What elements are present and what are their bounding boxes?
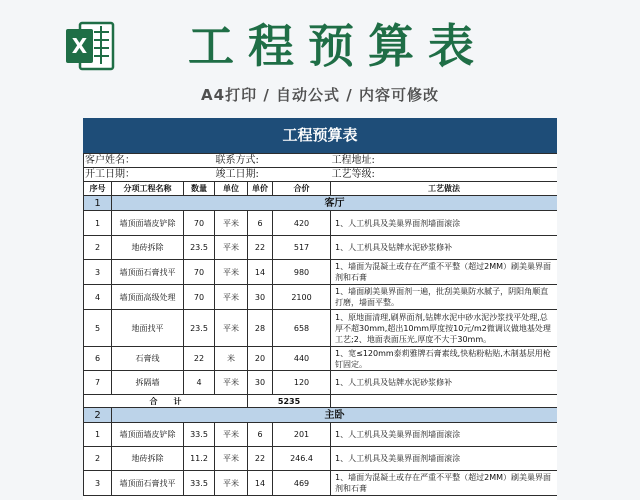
row-total[interactable]: 980: [273, 260, 331, 285]
table-row: [84, 236, 558, 260]
section-no: 2: [84, 408, 112, 423]
row-item[interactable]: 墙顶面高级处理: [112, 285, 184, 310]
row-total[interactable]: 120: [273, 371, 331, 395]
column-header-row: [84, 182, 558, 196]
row-qty[interactable]: 70: [184, 260, 215, 285]
row-price[interactable]: 20: [248, 347, 273, 371]
col-header-total: 合价: [273, 182, 331, 196]
page-subtitle: A4打印 / 自动公式 / 内容可修改: [201, 86, 439, 104]
row-method[interactable]: 1、人工机具及钻牌水泥砂浆修补: [331, 371, 557, 395]
row-unit[interactable]: 平米: [215, 471, 248, 496]
row-method[interactable]: 1、墙面为混凝土或存在严重不平整（超过2MM）刷美巢界面剂和石膏: [331, 471, 557, 496]
table-row: [84, 211, 558, 236]
row-unit[interactable]: 平米: [215, 371, 248, 395]
row-qty[interactable]: 33.5: [184, 471, 215, 496]
row-unit[interactable]: 米: [215, 347, 248, 371]
table-row: [84, 347, 558, 371]
col-header-price: 单价: [248, 182, 273, 196]
address-label[interactable]: 工程地址:: [331, 154, 557, 168]
row-total[interactable]: 469: [273, 471, 331, 496]
row-qty[interactable]: 23.5: [184, 310, 215, 347]
row-unit[interactable]: 平米: [215, 211, 248, 236]
row-method[interactable]: 1、人工机具及美巢界面剂墙面滚涂: [331, 423, 557, 447]
row-no[interactable]: 3: [84, 471, 112, 496]
level-label[interactable]: 工艺等级:: [331, 168, 557, 182]
row-item[interactable]: 地面找平: [112, 310, 184, 347]
row-price[interactable]: 14: [248, 471, 273, 496]
row-no[interactable]: 6: [84, 347, 112, 371]
row-qty[interactable]: 4: [184, 371, 215, 395]
end-date-label[interactable]: 竣工日期:: [215, 168, 331, 182]
row-item[interactable]: 石膏线: [112, 347, 184, 371]
row-no[interactable]: 1: [84, 211, 112, 236]
budget-table: [83, 153, 557, 496]
row-unit[interactable]: 平米: [215, 423, 248, 447]
row-unit[interactable]: 平米: [215, 447, 248, 471]
row-item[interactable]: 拆隔墙: [112, 371, 184, 395]
row-item[interactable]: 墙顶面墙皮铲除: [112, 211, 184, 236]
row-qty[interactable]: 11.2: [184, 447, 215, 471]
row-price[interactable]: 30: [248, 371, 273, 395]
row-method[interactable]: 1、原地面清理,刷界面剂,钻牌水泥中砂水泥沙浆找平处理,总厚不超30mm,超出10mm厚度按10元/m2微调议做地基处理工艺;2、地面表面压光,厚度不大于30mm。: [331, 310, 557, 347]
table-row: [84, 310, 558, 347]
total-blank: [331, 395, 557, 408]
col-header-no: 序号: [84, 182, 112, 196]
row-qty[interactable]: 33.5: [184, 423, 215, 447]
section-row-master-bedroom: [84, 408, 558, 423]
excel-logo-letter: X: [71, 34, 88, 58]
budget-sheet: [83, 118, 557, 500]
table-row: [84, 285, 558, 310]
row-price[interactable]: 6: [248, 211, 273, 236]
row-price[interactable]: 28: [248, 310, 273, 347]
col-header-qty: 数量: [184, 182, 215, 196]
row-no[interactable]: 3: [84, 260, 112, 285]
row-item[interactable]: 地砖拆除: [112, 447, 184, 471]
section-name: 客厅: [112, 196, 558, 211]
row-no[interactable]: 2: [84, 236, 112, 260]
row-item[interactable]: 墙顶面石膏找平: [112, 471, 184, 496]
info-row-dates: [84, 168, 558, 182]
col-header-item: 分项工程名称: [112, 182, 184, 196]
row-unit[interactable]: 平米: [215, 310, 248, 347]
row-total[interactable]: 420: [273, 211, 331, 236]
row-total[interactable]: 440: [273, 347, 331, 371]
row-price[interactable]: 22: [248, 236, 273, 260]
excel-icon: [64, 20, 116, 72]
total-value[interactable]: 5235: [248, 395, 331, 408]
row-unit[interactable]: 平米: [215, 285, 248, 310]
row-total[interactable]: 517: [273, 236, 331, 260]
table-row: [84, 371, 558, 395]
row-no[interactable]: 4: [84, 285, 112, 310]
row-method[interactable]: 1、人工机具及钻牌水泥砂浆修补: [331, 236, 557, 260]
row-total[interactable]: 246.4: [273, 447, 331, 471]
row-unit[interactable]: 平米: [215, 236, 248, 260]
col-header-unit: 单位: [215, 182, 248, 196]
row-method[interactable]: 1、人工机具及美巢界面剂墙面滚涂: [331, 211, 557, 236]
row-price[interactable]: 6: [248, 423, 273, 447]
page-header: [0, 0, 640, 118]
row-method[interactable]: 1、宽≤120mm泰莉雅牌石膏素线,快粘粉粘贴,木制基层用枪钉固定。: [331, 347, 557, 371]
row-qty[interactable]: 70: [184, 211, 215, 236]
row-total[interactable]: 2100: [273, 285, 331, 310]
section-total-row: [84, 395, 558, 408]
start-date-label[interactable]: 开工日期：: [84, 168, 215, 182]
section-name: 主卧: [112, 408, 558, 423]
row-no[interactable]: 7: [84, 371, 112, 395]
row-method[interactable]: 1、墙面刷美巢界面剂一遍，批刮美巢防水腻子，阴阳角顺直打磨，墙面平整。: [331, 285, 557, 310]
customer-name-label[interactable]: 客户姓名：: [84, 154, 215, 168]
table-row: [84, 423, 558, 447]
row-no[interactable]: 1: [84, 423, 112, 447]
row-item[interactable]: 墙顶面墙皮铲除: [112, 423, 184, 447]
info-row-customer: [84, 154, 558, 168]
row-no[interactable]: 2: [84, 447, 112, 471]
table-row: [84, 260, 558, 285]
row-unit[interactable]: 平米: [215, 260, 248, 285]
row-item[interactable]: 墙顶面石膏找平: [112, 260, 184, 285]
row-total[interactable]: 201: [273, 423, 331, 447]
row-price[interactable]: 22: [248, 447, 273, 471]
contact-label[interactable]: 联系方式:: [215, 154, 331, 168]
section-row-living-room: [84, 196, 558, 211]
col-header-method: 工艺做法: [331, 182, 557, 196]
row-qty[interactable]: 22: [184, 347, 215, 371]
row-qty[interactable]: 23.5: [184, 236, 215, 260]
row-qty[interactable]: 70: [184, 285, 215, 310]
row-item[interactable]: 地砖拆除: [112, 236, 184, 260]
row-method[interactable]: 1、墙面为混凝土或存在严重不平整（超过2MM）刷美巢界面剂和石膏: [331, 260, 557, 285]
total-label: 合 计: [84, 395, 248, 408]
row-method[interactable]: 1、人工机具及美巢界面剂墙面滚涂: [331, 447, 557, 471]
row-price[interactable]: 14: [248, 260, 273, 285]
table-row: [84, 471, 558, 496]
row-no[interactable]: 5: [84, 310, 112, 347]
table-row: [84, 447, 558, 471]
page-title: 工程预算表: [188, 19, 488, 73]
section-no: 1: [84, 196, 112, 211]
row-total[interactable]: 658: [273, 310, 331, 347]
sheet-title: 工程预算表: [83, 118, 557, 153]
row-price[interactable]: 30: [248, 285, 273, 310]
